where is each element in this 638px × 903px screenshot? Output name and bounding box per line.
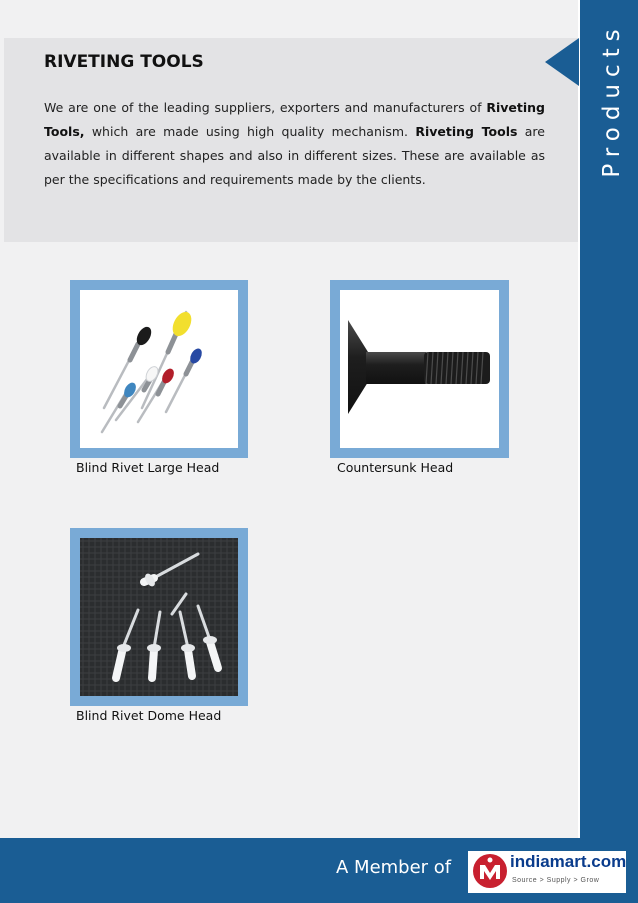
intro-bold-2: Riveting Tools [415,124,518,139]
intro-text-1: We are one of the leading suppliers, exporters and manufacturers of [44,100,487,115]
sidebar-title: Products [599,22,625,178]
intro-text-2: which are made using high quality mechanism. [84,124,416,139]
intro-text-3: are available in different shapes and also in different sizes. These are available as per the specifications and requirements made by the clients. [44,124,545,187]
section-title: RIVETING TOOLS [44,52,204,72]
product-caption: Countersunk Head [337,460,454,475]
indiamart-logo-mark-icon [472,853,508,889]
sidebar-pointer-arrow [545,38,579,86]
member-of-text: A Member of [336,857,452,878]
dome-rivets-illustration [80,538,238,696]
indiamart-logo-text: indiamart.com [510,852,627,871]
countersunk-head-image[interactable] [340,290,499,448]
intro-paragraph [44,96,545,192]
blind-rivet-dome-head-image[interactable] [80,538,238,696]
intro-bold-1: Riveting Tools, [44,100,545,139]
countersunk-bolt-illustration [340,290,499,448]
product-caption: Blind Rivet Dome Head [76,708,222,723]
indiamart-logo-tagline: Source > Supply > Grow [512,877,600,884]
blind-rivet-large-head-image[interactable] [80,290,238,448]
product-caption: Blind Rivet Large Head [76,460,220,475]
rivets-illustration [80,290,238,448]
